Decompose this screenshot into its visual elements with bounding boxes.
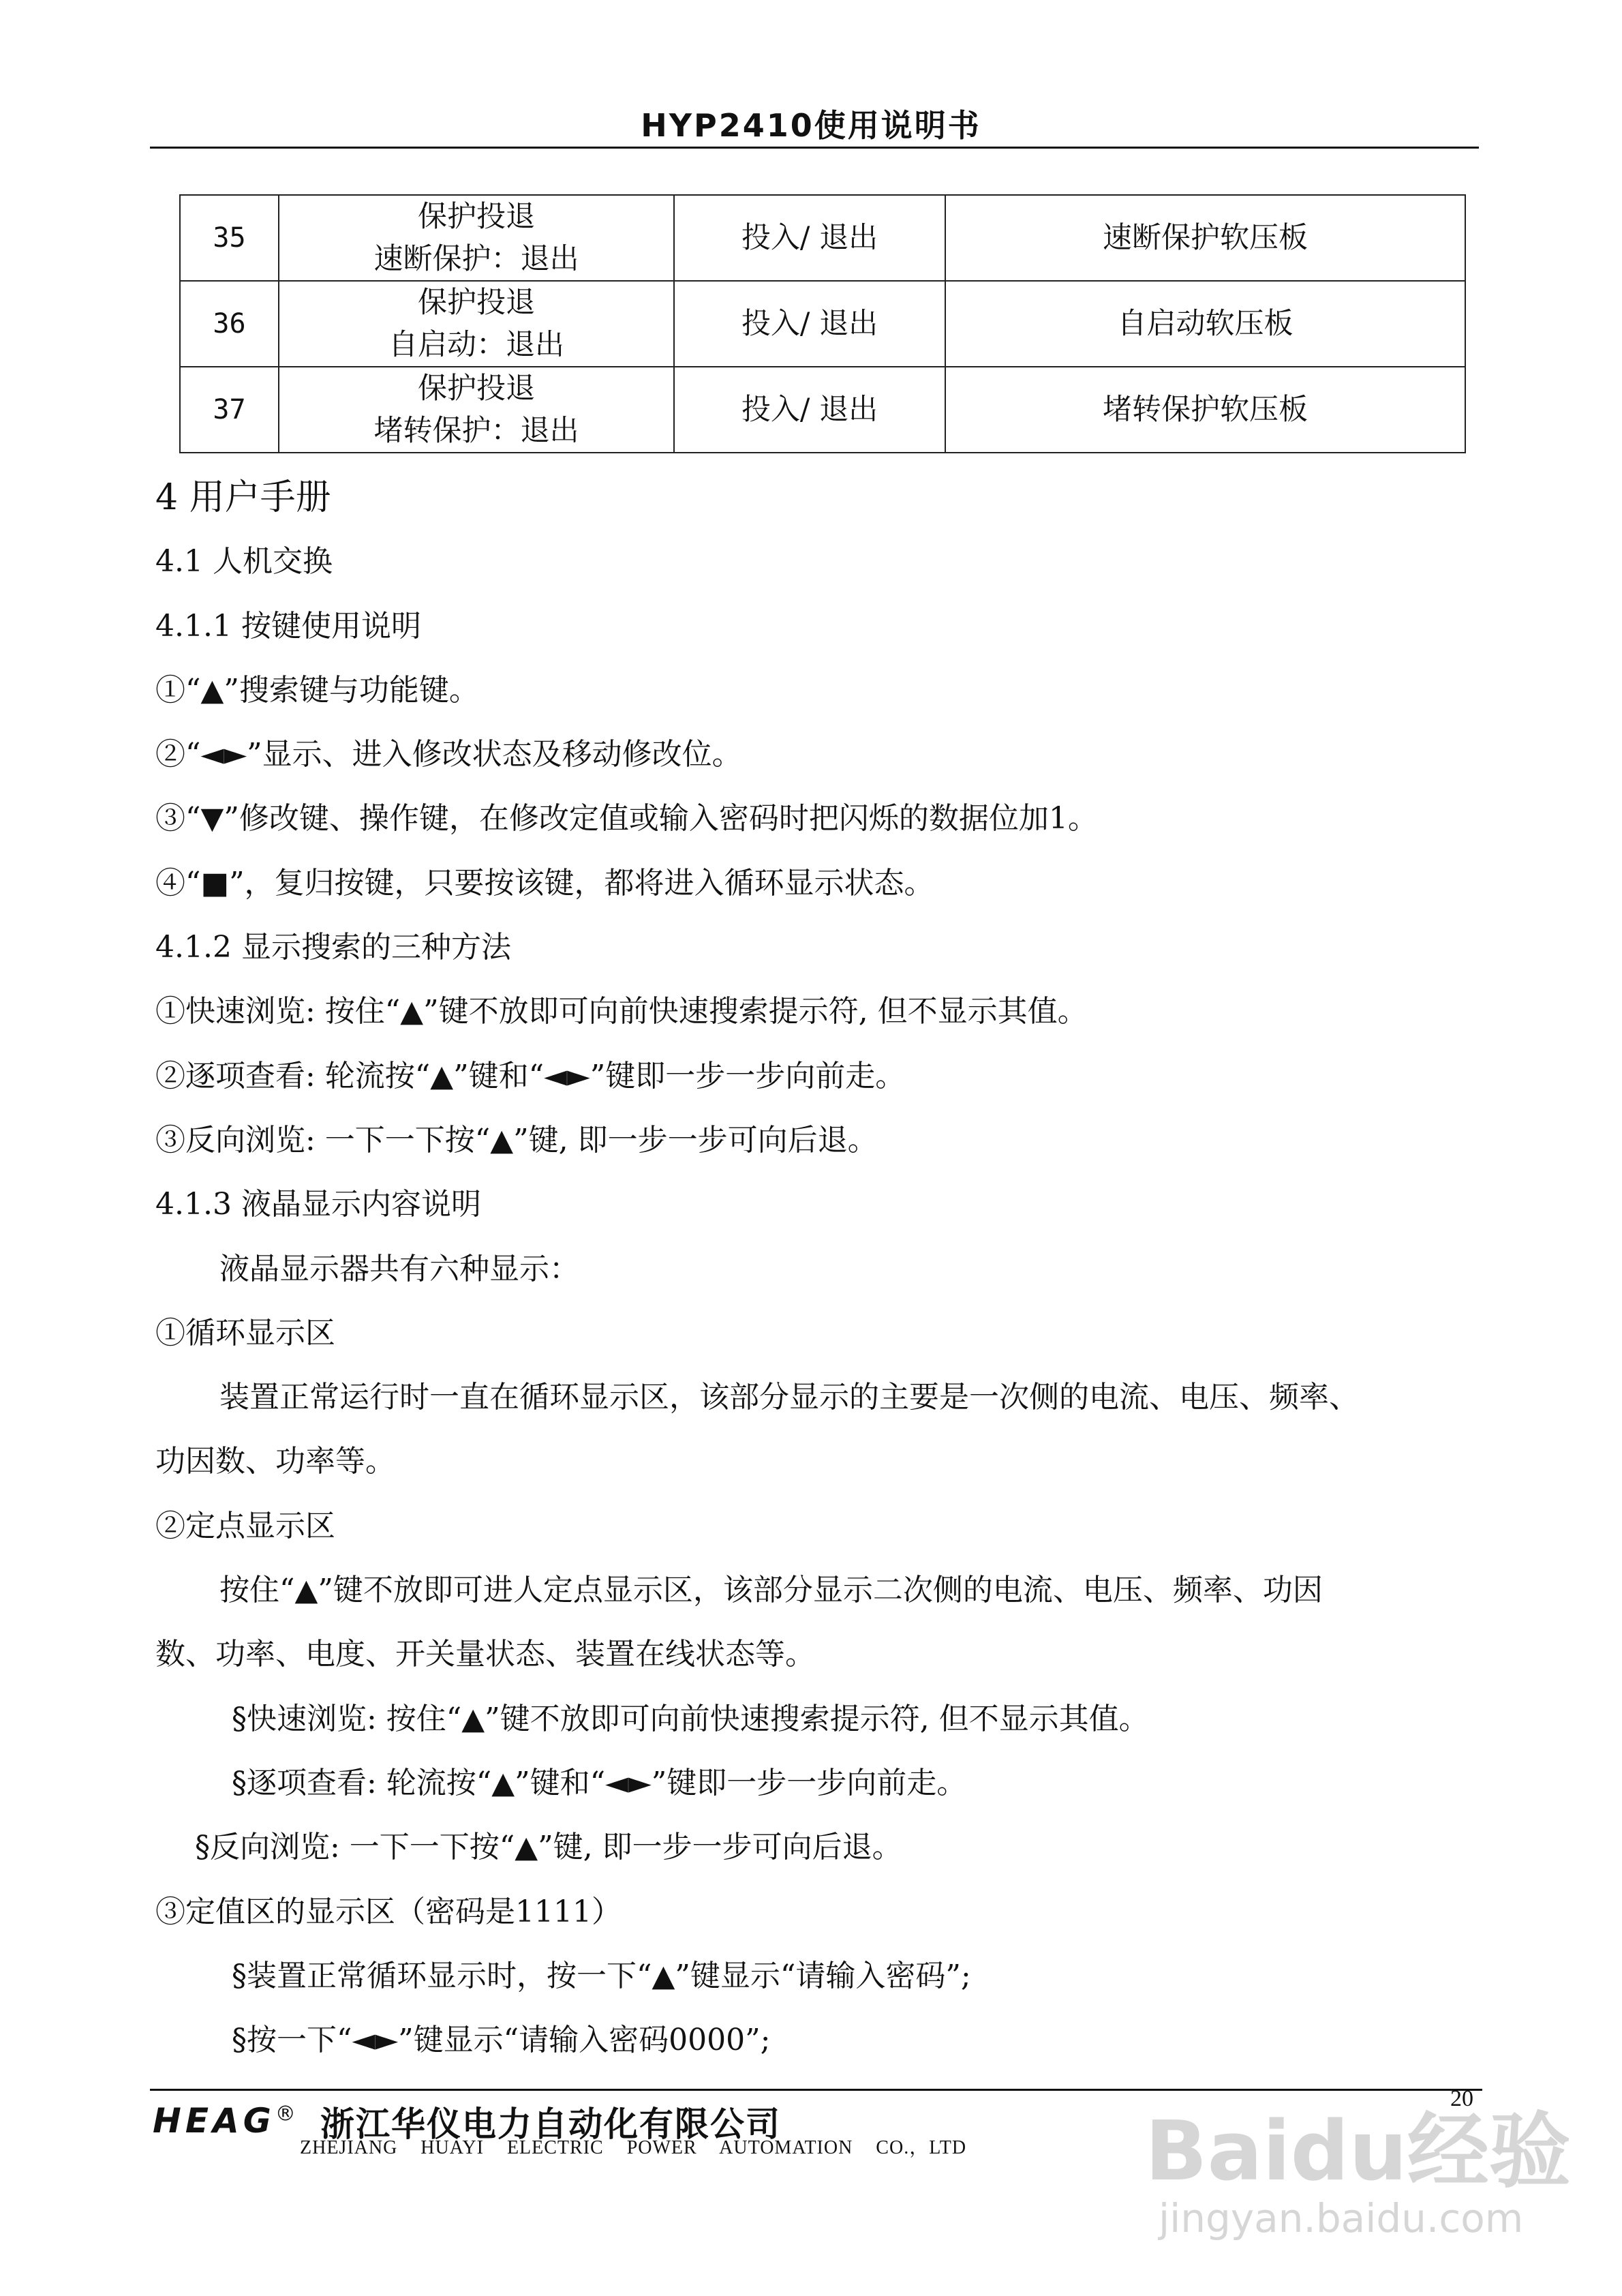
paragraph: 液晶显示器共有六种显示： <box>219 1251 579 1286</box>
setting-range: 投入/ 退出 <box>674 367 945 453</box>
list-item-title: ②定点显示区 <box>155 1508 335 1543</box>
table-row <box>180 195 1465 281</box>
bullet-item: §按一下“◄►”键显示“请输入密码0000”; <box>232 2023 771 2058</box>
setting-item-value: 速断保护：退出 <box>373 242 579 276</box>
list-item-title: ①循环显示区 <box>155 1315 335 1350</box>
table-row <box>180 367 1465 453</box>
setting-item-title: 保护投退 <box>418 200 535 234</box>
table-row <box>180 281 1465 367</box>
bullet-item: §逐项查看: 轮流按“▲”键和“◄►”键即一步一步向前走。 <box>232 1765 967 1800</box>
company-logo <box>153 2101 296 2141</box>
registered-mark: ® <box>275 2102 296 2126</box>
list-item-title: ③定值区的显示区（密码是1111） <box>155 1894 622 1929</box>
subsection-heading: 4.1.1 按键使用说明 <box>155 608 421 644</box>
section-heading: 4 用户手册 <box>155 477 331 518</box>
document-body <box>155 466 1491 2072</box>
method-item: ③反向浏览: 一下一下按“▲”键, 即一步一步可向后退。 <box>155 1122 878 1158</box>
row-number: 37 <box>180 367 279 453</box>
subsection-heading: 4.1 人机交换 <box>155 544 333 579</box>
setting-range: 投入/ 退出 <box>674 195 945 281</box>
row-number: 35 <box>180 195 279 281</box>
paragraph: 装置正常运行时一直在循环显示区，该部分显示的主要是一次侧的电流、电压、频率、 <box>219 1380 1359 1415</box>
bullet-item: §快速浏览: 按住“▲”键不放即可向前快速搜索提示符, 但不显示其值。 <box>232 1701 1149 1736</box>
company-name-en: ZHEJIANG HUAYI ELECTRIC POWER AUTOMATION CO.，LTD <box>300 2137 967 2158</box>
setting-range: 投入/ 退出 <box>674 281 945 367</box>
method-item: ②逐项查看: 轮流按“▲”键和“◄►”键即一步一步向前走。 <box>155 1058 906 1093</box>
key-description: ④“■”，复归按键，只要按该键，都将进入循环显示状态。 <box>155 865 934 901</box>
document-title: HYP2410使用说明书 <box>641 107 981 144</box>
setting-item <box>279 195 674 281</box>
key-description: ②“◄►”显示、进入修改状态及移动修改位。 <box>155 737 742 772</box>
setting-note: 自启动软压板 <box>945 281 1465 367</box>
setting-note: 堵转保护软压板 <box>945 367 1465 453</box>
bullet-item: §反向浏览: 一下一下按“▲”键, 即一步一步可向后退。 <box>195 1830 902 1865</box>
method-item: ①快速浏览: 按住“▲”键不放即可向前快速搜索提示符, 但不显示其值。 <box>155 994 1088 1029</box>
setting-item-value: 堵转保护：退出 <box>373 414 579 448</box>
logo-text: HEAG <box>153 2101 275 2141</box>
paragraph: 功因数、功率等。 <box>155 1444 395 1479</box>
setting-item <box>279 367 674 453</box>
setting-item-value: 自启动：退出 <box>388 328 564 362</box>
subsection-heading: 4.1.3 液晶显示内容说明 <box>155 1187 481 1222</box>
company-name-cn: 浙江华仪电力自动化有限公司 <box>320 2104 781 2144</box>
paragraph: 按住“▲”键不放即可进人定点显示区，该部分显示二次侧的电流、电压、频率、功因 <box>219 1573 1323 1608</box>
paragraph: 数、功率、电度、开关量状态、装置在线状态等。 <box>155 1637 815 1672</box>
setting-item-title: 保护投退 <box>418 286 535 320</box>
watermark-url: jingyan.baidu.com <box>1159 2195 1524 2241</box>
setting-item <box>279 281 674 367</box>
watermark-logo: Baidu经验 <box>1145 2104 1571 2199</box>
row-number: 36 <box>180 281 279 367</box>
setting-item-title: 保护投退 <box>418 372 535 406</box>
key-description: ①“▲”搜索键与功能键。 <box>155 672 479 708</box>
header-divider <box>150 147 1479 149</box>
settings-table <box>179 194 1466 453</box>
page-number: 20 <box>1450 2086 1473 2111</box>
subsection-heading: 4.1.2 显示搜索的三种方法 <box>155 930 511 965</box>
bullet-item: §装置正常循环显示时，按一下“▲”键显示“请输入密码”; <box>232 1958 971 1993</box>
key-description: ③“▼”修改键、操作键，在修改定值或输入密码时把闪烁的数据位加1。 <box>155 801 1098 836</box>
setting-note: 速断保护软压板 <box>945 195 1465 281</box>
